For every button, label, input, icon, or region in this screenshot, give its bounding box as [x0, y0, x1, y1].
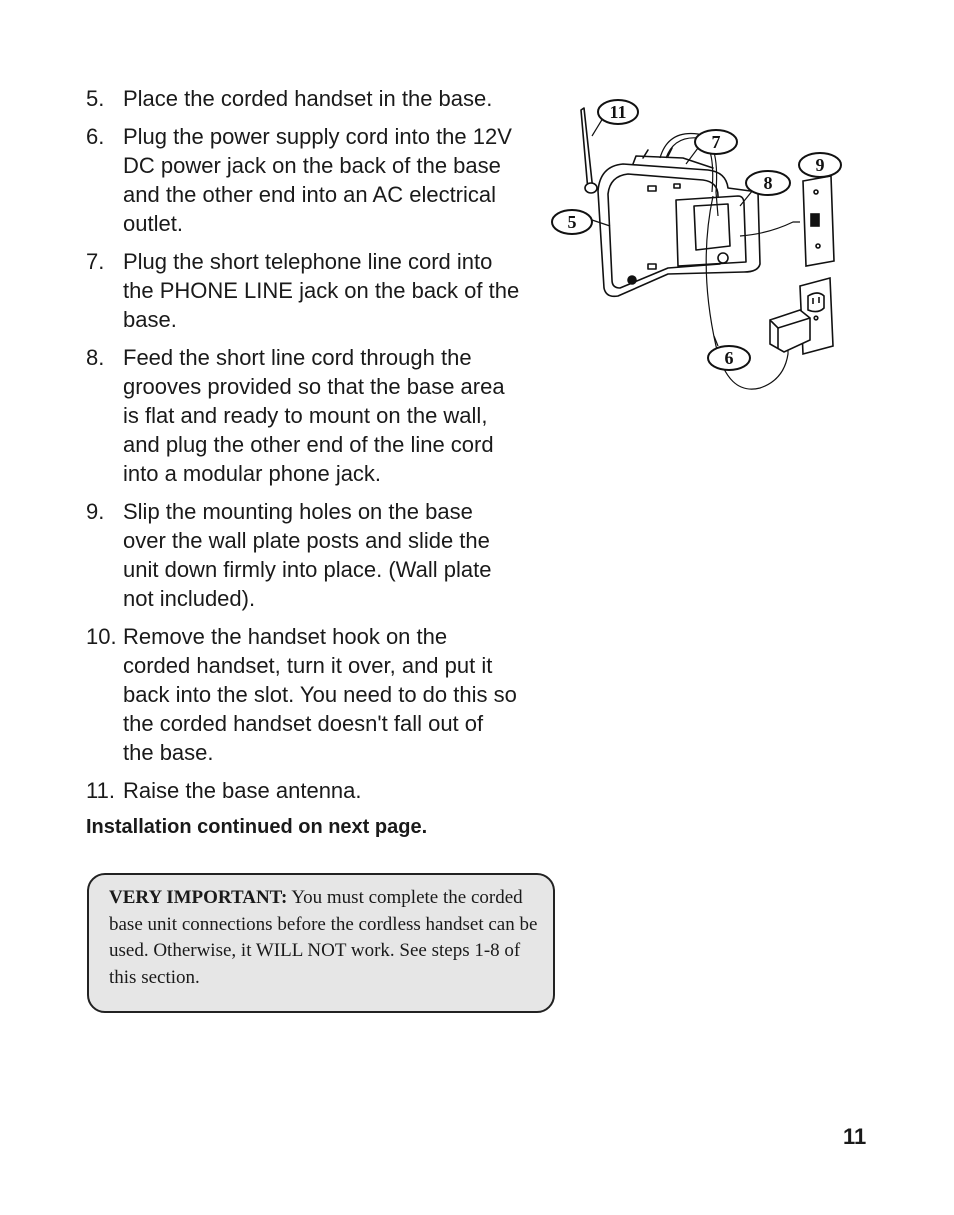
step-number: 5. — [86, 86, 105, 111]
step-number: 11. — [86, 778, 115, 803]
step-number: 6. — [86, 124, 105, 149]
step-9 — [86, 497, 546, 613]
step-6 — [86, 122, 546, 238]
step-number: 8. — [86, 345, 105, 370]
page-number: 11 — [843, 1124, 867, 1149]
step-text: Place the corded handset in the base. — [123, 86, 493, 111]
step-text: Slip the mounting holes on the base over the wall plate posts and slide the unit down firmly into place. (Wall plate not included). — [123, 499, 492, 611]
base-installation-illustration — [548, 96, 848, 406]
callout-label: 5 — [567, 212, 577, 232]
note-label: VERY IMPORTANT: — [109, 887, 288, 908]
step-text: Plug the power supply cord into the 12V DC power jack on the back of the base and the other end into an AC electrical outlet. — [123, 124, 512, 236]
callout-label: 6 — [724, 348, 734, 368]
callout-label: 11 — [609, 102, 627, 122]
instruction-steps — [86, 84, 546, 814]
step-number: 7. — [86, 249, 105, 274]
step-number: 10. — [86, 624, 117, 649]
important-note-box — [87, 873, 555, 1013]
continued-notice: Installation continued on next page. — [86, 816, 428, 838]
callout-6 — [708, 336, 750, 370]
note-text: You must complete the corded base unit connections before the cordless handset can be used. Otherwise, it WILL NOT work. See steps 1-8 of this section. — [109, 887, 538, 988]
step-11 — [86, 776, 546, 805]
callout-11 — [592, 100, 638, 136]
step-text: Raise the base antenna. — [123, 778, 362, 803]
wall-phone-jack-icon — [803, 176, 834, 266]
step-8 — [86, 343, 546, 488]
step-5 — [86, 84, 546, 113]
callout-label: 9 — [815, 155, 825, 175]
callout-label: 7 — [711, 132, 721, 152]
antenna-icon — [581, 108, 593, 191]
step-text: Plug the short telephone line cord into the PHONE LINE jack on the back of the base. — [123, 249, 520, 332]
callout-label: 8 — [763, 173, 773, 193]
step-7 — [86, 247, 546, 334]
step-number: 9. — [86, 499, 105, 524]
step-10 — [86, 622, 546, 767]
step-text: Feed the short line cord through the grooves provided so that the base area is flat and ready to mount on the wall, and plug the other end of the line cord into a modular phone jack. — [123, 345, 505, 486]
step-text: Remove the handset hook on the corded handset, turn it over, and put it back into the slot. You need to do this so the corded handset doesn't fall out of the base. — [123, 624, 517, 765]
callout-9 — [799, 153, 841, 177]
